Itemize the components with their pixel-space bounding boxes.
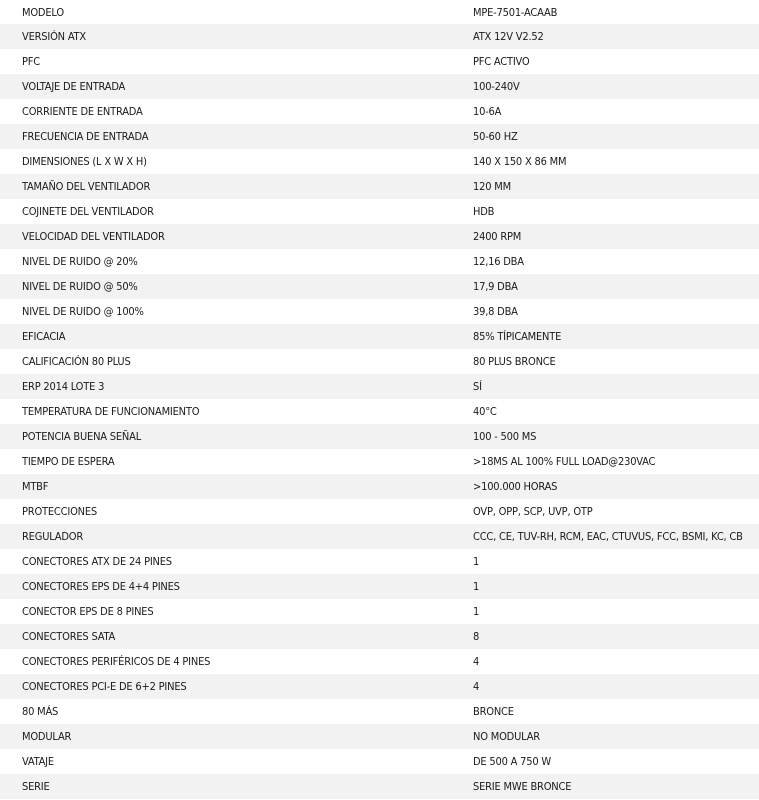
spec-row: [0, 174, 759, 199]
spec-row: [0, 24, 759, 49]
spec-row: [0, 599, 759, 624]
spec-row: [0, 499, 759, 524]
spec-row: [0, 249, 759, 274]
spec-value: 39,8 DBA: [452, 299, 759, 324]
spec-label: CONECTORES PERIFÉRICOS DE 4 PINES: [0, 649, 452, 674]
spec-value: PFC ACTIVO: [452, 49, 759, 74]
spec-row: [0, 624, 759, 649]
spec-value: HDB: [452, 199, 759, 224]
spec-label: CONECTORES EPS DE 4+4 PINES: [0, 574, 452, 599]
spec-row: [0, 349, 759, 374]
spec-value: 120 MM: [452, 174, 759, 199]
spec-value: 100 - 500 MS: [452, 424, 759, 449]
spec-label: VATAJE: [0, 749, 452, 774]
spec-row: [0, 99, 759, 124]
spec-value: 8: [452, 624, 759, 649]
spec-value: 12,16 DBA: [452, 249, 759, 274]
spec-value: 140 X 150 X 86 MM: [452, 149, 759, 174]
spec-row: [0, 0, 759, 24]
spec-value: 1: [452, 549, 759, 574]
spec-label: TEMPERATURA DE FUNCIONAMIENTO: [0, 399, 452, 424]
spec-row: [0, 74, 759, 99]
spec-value: >18MS AL 100% FULL LOAD@230VAC: [452, 449, 759, 474]
spec-row: [0, 124, 759, 149]
spec-label: COJINETE DEL VENTILADOR: [0, 199, 452, 224]
spec-label: DIMENSIONES (L X W X H): [0, 149, 452, 174]
spec-label: CORRIENTE DE ENTRADA: [0, 99, 452, 124]
spec-value: 1: [452, 599, 759, 624]
spec-row: [0, 649, 759, 674]
spec-label: CONECTOR EPS DE 8 PINES: [0, 599, 452, 624]
spec-row: [0, 374, 759, 399]
spec-value: 50-60 HZ: [452, 124, 759, 149]
spec-value: BRONCE: [452, 699, 759, 724]
spec-label: ERP 2014 LOTE 3: [0, 374, 452, 399]
spec-row: [0, 449, 759, 474]
spec-value: SERIE MWE BRONCE: [452, 774, 759, 799]
spec-row: [0, 549, 759, 574]
spec-value: ATX 12V V2.52: [452, 24, 759, 49]
spec-row: [0, 299, 759, 324]
spec-label: MODULAR: [0, 724, 452, 749]
spec-value: 4: [452, 649, 759, 674]
spec-row: [0, 199, 759, 224]
spec-value: 1: [452, 574, 759, 599]
spec-row: [0, 724, 759, 749]
spec-row: [0, 749, 759, 774]
spec-row: [0, 524, 759, 549]
spec-label: CALIFICACIÓN 80 PLUS: [0, 349, 452, 374]
spec-label: TAMAÑO DEL VENTILADOR: [0, 174, 452, 199]
spec-value: MPE-7501-ACAAB: [452, 0, 759, 24]
spec-value: 85% TÍPICAMENTE: [452, 324, 759, 349]
spec-value: CCC, CE, TUV-RH, RCM, EAC, CTUVUS, FCC, BSMI, KC, CB: [452, 524, 759, 549]
spec-value: 80 PLUS BRONCE: [452, 349, 759, 374]
spec-label: NIVEL DE RUIDO @ 100%: [0, 299, 452, 324]
spec-label: CONECTORES PCI-E DE 6+2 PINES: [0, 674, 452, 699]
spec-label: CONECTORES ATX DE 24 PINES: [0, 549, 452, 574]
spec-label: POTENCIA BUENA SEÑAL: [0, 424, 452, 449]
spec-label: PROTECCIONES: [0, 499, 452, 524]
spec-row: [0, 774, 759, 799]
spec-value: 10-6A: [452, 99, 759, 124]
spec-row: [0, 324, 759, 349]
spec-row: [0, 574, 759, 599]
spec-row: [0, 399, 759, 424]
spec-value: SÍ: [452, 374, 759, 399]
spec-label: NIVEL DE RUIDO @ 20%: [0, 249, 452, 274]
spec-value: NO MODULAR: [452, 724, 759, 749]
spec-label: VELOCIDAD DEL VENTILADOR: [0, 224, 452, 249]
spec-row: [0, 224, 759, 249]
spec-label: TIEMPO DE ESPERA: [0, 449, 452, 474]
spec-value: 100-240V: [452, 74, 759, 99]
spec-label: MODELO: [0, 0, 452, 24]
spec-row: [0, 424, 759, 449]
spec-value: 17,9 DBA: [452, 274, 759, 299]
spec-row: [0, 274, 759, 299]
spec-row: [0, 49, 759, 74]
spec-row: [0, 149, 759, 174]
spec-label: MTBF: [0, 474, 452, 499]
spec-label: VOLTAJE DE ENTRADA: [0, 74, 452, 99]
spec-value: 4: [452, 674, 759, 699]
spec-label: REGULADOR: [0, 524, 452, 549]
spec-row: [0, 674, 759, 699]
spec-label: CONECTORES SATA: [0, 624, 452, 649]
spec-value: >100.000 HORAS: [452, 474, 759, 499]
spec-label: FRECUENCIA DE ENTRADA: [0, 124, 452, 149]
spec-label: 80 MÁS: [0, 699, 452, 724]
spec-label: NIVEL DE RUIDO @ 50%: [0, 274, 452, 299]
spec-value: DE 500 A 750 W: [452, 749, 759, 774]
spec-label: PFC: [0, 49, 452, 74]
spec-label: SERIE: [0, 774, 452, 799]
spec-row: [0, 474, 759, 499]
spec-value: 40°C: [452, 399, 759, 424]
spec-value: OVP, OPP, SCP, UVP, OTP: [452, 499, 759, 524]
spec-value: 2400 RPM: [452, 224, 759, 249]
spec-row: [0, 699, 759, 724]
spec-label: EFICACIA: [0, 324, 452, 349]
spec-label: VERSIÓN ATX: [0, 24, 452, 49]
